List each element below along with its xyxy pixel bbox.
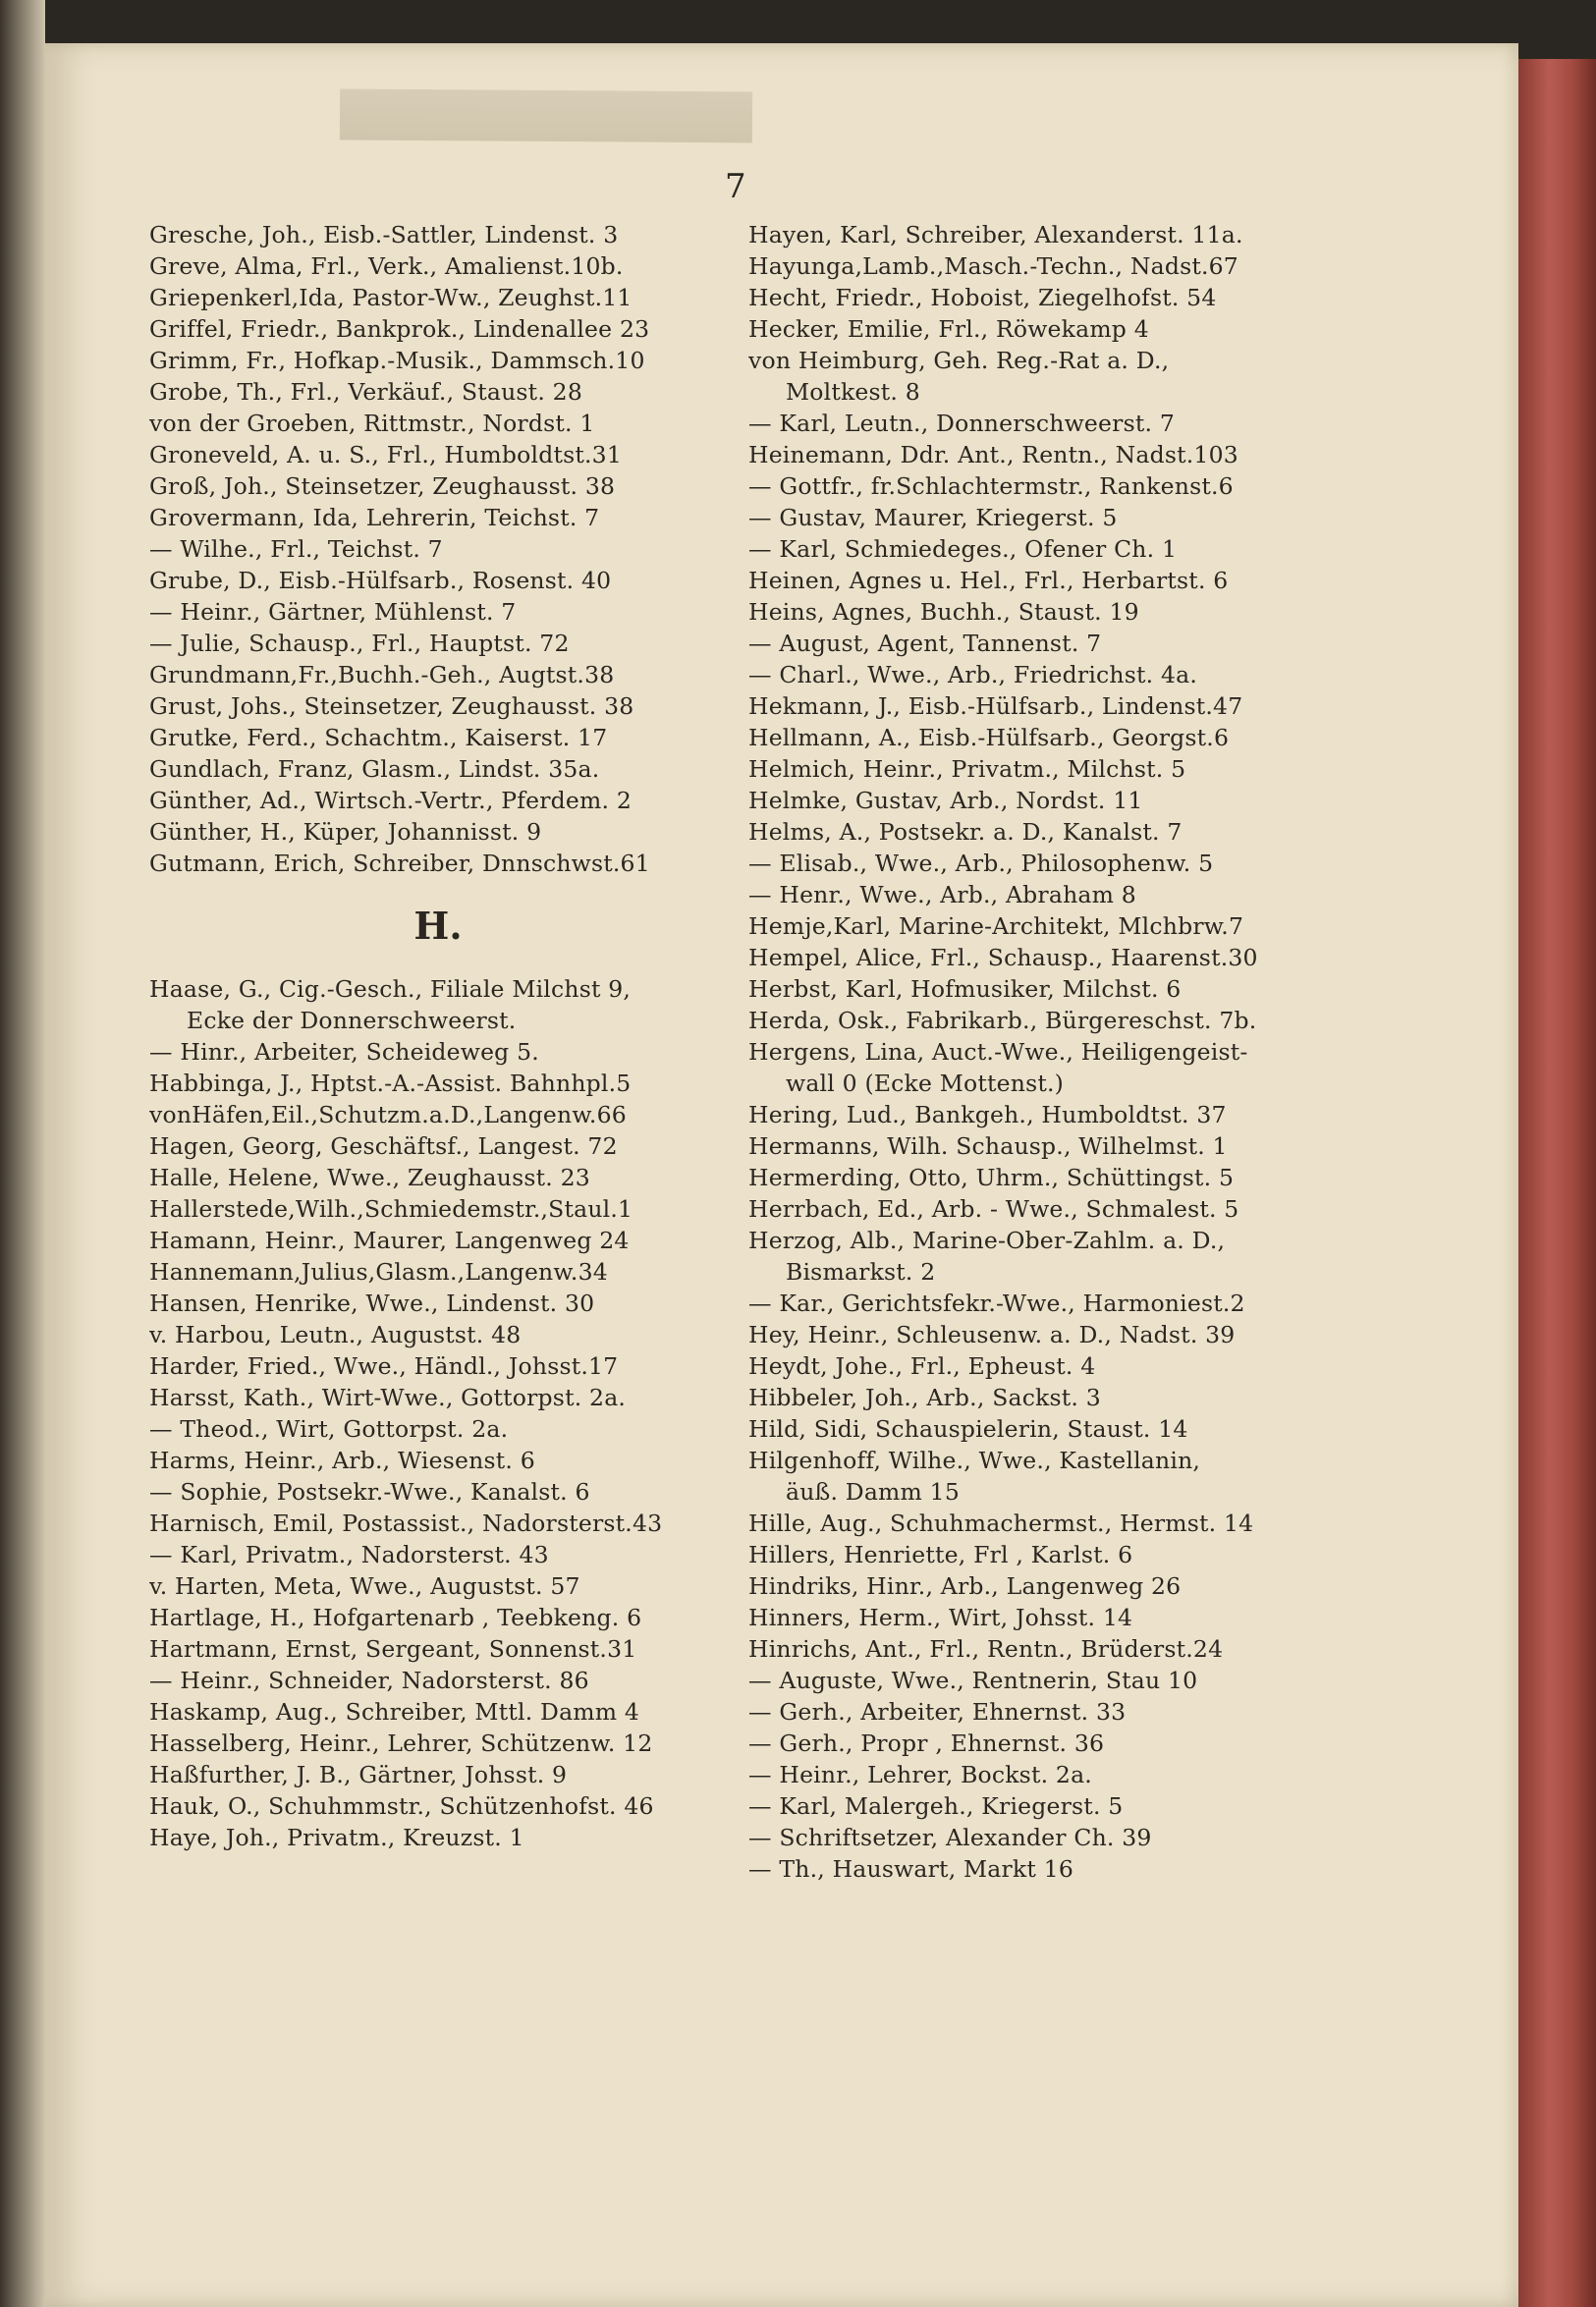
- entry: Hartlage, H., Hofgartenarb , Teebkeng. 6: [149, 1604, 642, 1631]
- entry: v. Harten, Meta, Wwe., Augustst. 57: [149, 1572, 580, 1600]
- entry-continuation: Moltkest. 8: [786, 378, 920, 406]
- entry: Habbinga, J., Hptst.-A.-Assist. Bahnhpl.5: [149, 1070, 632, 1097]
- right-column: [748, 219, 1334, 1885]
- entry: Gundlach, Franz, Glasm., Lindst. 35a.: [149, 755, 600, 783]
- entry: Haase, G., Cig.-Gesch., Filiale Milchst 9,: [149, 975, 632, 1003]
- entry: Hinrichs, Ant., Frl., Rentn., Brüderst.24: [748, 1635, 1224, 1663]
- entry: Halle, Helene, Wwe., Zeughausst. 23: [149, 1164, 590, 1191]
- entry: — Schriftsetzer, Alexander Ch. 39: [748, 1824, 1152, 1851]
- left-column: [149, 219, 727, 1853]
- entry: Groneveld, A. u. S., Frl., Humboldtst.31: [149, 441, 622, 468]
- entry: Grimm, Fr., Hofkap.-Musik., Dammsch.10: [149, 347, 645, 374]
- entry: Harder, Fried., Wwe., Händl., Johsst.17: [149, 1352, 619, 1380]
- entry-continuation: wall 0 (Ecke Mottenst.): [786, 1070, 1065, 1097]
- entry: Haskamp, Aug., Schreiber, Mttl. Damm 4: [149, 1698, 640, 1726]
- entry: — Gottfr., fr.Schlachtermstr., Rankenst.6: [748, 472, 1234, 500]
- entry: Hindriks, Hinr., Arb., Langenweg 26: [748, 1572, 1182, 1600]
- entry: Hagen, Georg, Geschäftsf., Langest. 72: [149, 1132, 618, 1160]
- entry: — Karl, Malergeh., Kriegerst. 5: [748, 1792, 1124, 1820]
- entry: Grube, D., Eisb.-Hülfsarb., Rosenst. 40: [149, 567, 612, 594]
- entry: Herzog, Alb., Marine-Ober-Zahlm. a. D.,: [748, 1227, 1226, 1254]
- entry: Griepenkerl,Ida, Pastor-Ww., Zeughst.11: [149, 284, 633, 311]
- section-heading: H.: [413, 904, 463, 948]
- entry: Heins, Agnes, Buchh., Staust. 19: [748, 598, 1139, 626]
- entry: — Auguste, Wwe., Rentnerin, Stau 10: [748, 1667, 1198, 1694]
- entry: — Gerh., Arbeiter, Ehnernst. 33: [748, 1698, 1127, 1726]
- entry: — Karl, Leutn., Donnerschweerst. 7: [748, 410, 1175, 437]
- entry: Hasselberg, Heinr., Lehrer, Schützenw. 12: [149, 1730, 653, 1757]
- entry: Hempel, Alice, Frl., Schausp., Haarenst.30: [748, 944, 1258, 971]
- entry-continuation: Bismarkst. 2: [786, 1258, 936, 1286]
- entry: Hilgenhoff, Wilhe., Wwe., Kastellanin,: [748, 1447, 1201, 1474]
- entry: Griffel, Friedr., Bankprok., Lindenallee 23: [149, 315, 650, 343]
- entry: — Gerh., Propr , Ehnernst. 36: [748, 1730, 1105, 1757]
- entry: Grobe, Th., Frl., Verkäuf., Staust. 28: [149, 378, 582, 406]
- entry: vonHäfen,Eil.,Schutzm.a.D.,Langenw.66: [149, 1101, 627, 1128]
- entry: Gutmann, Erich, Schreiber, Dnnschwst.61: [149, 850, 650, 877]
- entry-continuation: Ecke der Donnerschweerst.: [187, 1007, 517, 1034]
- entry: von der Groeben, Rittmstr., Nordst. 1: [149, 410, 595, 437]
- entry: Greve, Alma, Frl., Verk., Amalienst.10b.: [149, 252, 624, 280]
- entry: Harsst, Kath., Wirt-Wwe., Gottorpst. 2a.: [149, 1384, 627, 1411]
- entry: Hibbeler, Joh., Arb., Sackst. 3: [748, 1384, 1101, 1411]
- entry: — Julie, Schausp., Frl., Hauptst. 72: [149, 630, 570, 657]
- entry: Grovermann, Ida, Lehrerin, Teichst. 7: [149, 504, 600, 531]
- entry: Hallerstede,Wilh.,Schmiedemstr.,Staul.1: [149, 1195, 633, 1223]
- entry: — Wilhe., Frl., Teichst. 7: [149, 535, 443, 563]
- entry: Hild, Sidi, Schauspielerin, Staust. 14: [748, 1415, 1188, 1443]
- entry: Hey, Heinr., Schleusenw. a. D., Nadst. 39: [748, 1321, 1236, 1348]
- entry: Herda, Osk., Fabrikarb., Bürgereschst. 7b.: [748, 1007, 1257, 1034]
- entry: Hecker, Emilie, Frl., Röwekamp 4: [748, 315, 1149, 343]
- entry: — Th., Hauswart, Markt 16: [748, 1855, 1073, 1883]
- entry: Hamann, Heinr., Maurer, Langenweg 24: [149, 1227, 630, 1254]
- entry: Groß, Joh., Steinsetzer, Zeughausst. 38: [149, 472, 616, 500]
- entry: Helmich, Heinr., Privatm., Milchst. 5: [748, 755, 1186, 783]
- entry: Hayen, Karl, Schreiber, Alexanderst. 11a.: [748, 221, 1243, 248]
- entry: Hering, Lud., Bankgeh., Humboldtst. 37: [748, 1101, 1227, 1128]
- entry: — Karl, Schmiedeges., Ofener Ch. 1: [748, 535, 1178, 563]
- entry: — Theod., Wirt, Gottorpst. 2a.: [149, 1415, 509, 1443]
- entry: von Heimburg, Geh. Reg.-Rat a. D.,: [748, 347, 1170, 374]
- entry: Hecht, Friedr., Hoboist, Ziegelhofst. 54: [748, 284, 1217, 311]
- entry: Hermanns, Wilh. Schausp., Wilhelmst. 1: [748, 1132, 1228, 1160]
- entry: — Henr., Wwe., Arb., Abraham 8: [748, 881, 1136, 908]
- entry: Haßfurther, J. B., Gärtner, Johsst. 9: [149, 1761, 568, 1788]
- entry: — Heinr., Gärtner, Mühlenst. 7: [149, 598, 517, 626]
- entry: — August, Agent, Tannenst. 7: [748, 630, 1102, 657]
- entry: v. Harbou, Leutn., Augustst. 48: [149, 1321, 522, 1348]
- red-cover-edge: [1518, 59, 1596, 2307]
- entry: — Karl, Privatm., Nadorsterst. 43: [149, 1541, 549, 1568]
- left-page-edge: [0, 0, 45, 2307]
- entry: — Gustav, Maurer, Kriegerst. 5: [748, 504, 1118, 531]
- entry: — Elisab., Wwe., Arb., Philosophenw. 5: [748, 850, 1214, 877]
- entry: — Charl., Wwe., Arb., Friedrichst. 4a.: [748, 661, 1198, 688]
- entry: Hauk, O., Schuhmmstr., Schützenhofst. 46: [149, 1792, 654, 1820]
- entry: Herrbach, Ed., Arb. - Wwe., Schmalest. 5: [748, 1195, 1239, 1223]
- entry: Günther, H., Küper, Johannisst. 9: [149, 818, 542, 846]
- entry: Hergens, Lina, Auct.-Wwe., Heiligengeist-: [748, 1038, 1248, 1066]
- entry: Grust, Johs., Steinsetzer, Zeughausst. 38: [149, 692, 634, 720]
- entry: Hartmann, Ernst, Sergeant, Sonnenst.31: [149, 1635, 637, 1663]
- entry: Haye, Joh., Privatm., Kreuzst. 1: [149, 1824, 524, 1851]
- entry: Hellmann, A., Eisb.-Hülfsarb., Georgst.6: [748, 724, 1230, 751]
- entry: Hekmann, J., Eisb.-Hülfsarb., Lindenst.47: [748, 692, 1243, 720]
- entry: Gresche, Joh., Eisb.-Sattler, Lindenst. 3: [149, 221, 619, 248]
- entry: Harnisch, Emil, Postassist., Nadorsterst.43: [149, 1510, 663, 1537]
- entry: Hillers, Henriette, Frl , Karlst. 6: [748, 1541, 1133, 1568]
- entry: Hannemann,Julius,Glasm.,Langenw.34: [149, 1258, 608, 1286]
- entry: — Sophie, Postsekr.-Wwe., Kanalst. 6: [149, 1478, 590, 1506]
- entry: Grutke, Ferd., Schachtm., Kaiserst. 17: [149, 724, 608, 751]
- entry: — Hinr., Arbeiter, Scheideweg 5.: [149, 1038, 539, 1066]
- entry: Hemje,Karl, Marine-Architekt, Mlchbrw.7: [748, 912, 1244, 940]
- entry: Heinemann, Ddr. Ant., Rentn., Nadst.103: [748, 441, 1238, 468]
- page-number: 7: [725, 167, 746, 206]
- entry: Heinen, Agnes u. Hel., Frl., Herbartst. 6: [748, 567, 1229, 594]
- entry: Hille, Aug., Schuhmachermst., Hermst. 14: [748, 1510, 1254, 1537]
- entry: Helms, A., Postsekr. a. D., Kanalst. 7: [748, 818, 1183, 846]
- entry: Heydt, Johe., Frl., Epheust. 4: [748, 1352, 1096, 1380]
- entry: — Kar., Gerichtsfekr.-Wwe., Harmoniest.2: [748, 1290, 1245, 1317]
- entry-continuation: äuß. Damm 15: [786, 1478, 960, 1506]
- entry: Günther, Ad., Wirtsch.-Vertr., Pferdem. 2: [149, 787, 632, 814]
- entry: Hermerding, Otto, Uhrm., Schüttingst. 5: [748, 1164, 1235, 1191]
- tape-residue: [340, 89, 752, 143]
- entry: Hayunga,Lamb.,Masch.-Techn., Nadst.67: [748, 252, 1238, 280]
- entry: Hinners, Herm., Wirt, Johsst. 14: [748, 1604, 1133, 1631]
- entry: Harms, Heinr., Arb., Wiesenst. 6: [149, 1447, 535, 1474]
- entry: — Heinr., Schneider, Nadorsterst. 86: [149, 1667, 589, 1694]
- entry: Helmke, Gustav, Arb., Nordst. 11: [748, 787, 1143, 814]
- entry: Herbst, Karl, Hofmusiker, Milchst. 6: [748, 975, 1182, 1003]
- entry: — Heinr., Lehrer, Bockst. 2a.: [748, 1761, 1092, 1788]
- entry: Grundmann,Fr.,Buchh.-Geh., Augtst.38: [149, 661, 615, 688]
- entry: Hansen, Henrike, Wwe., Lindenst. 30: [149, 1290, 595, 1317]
